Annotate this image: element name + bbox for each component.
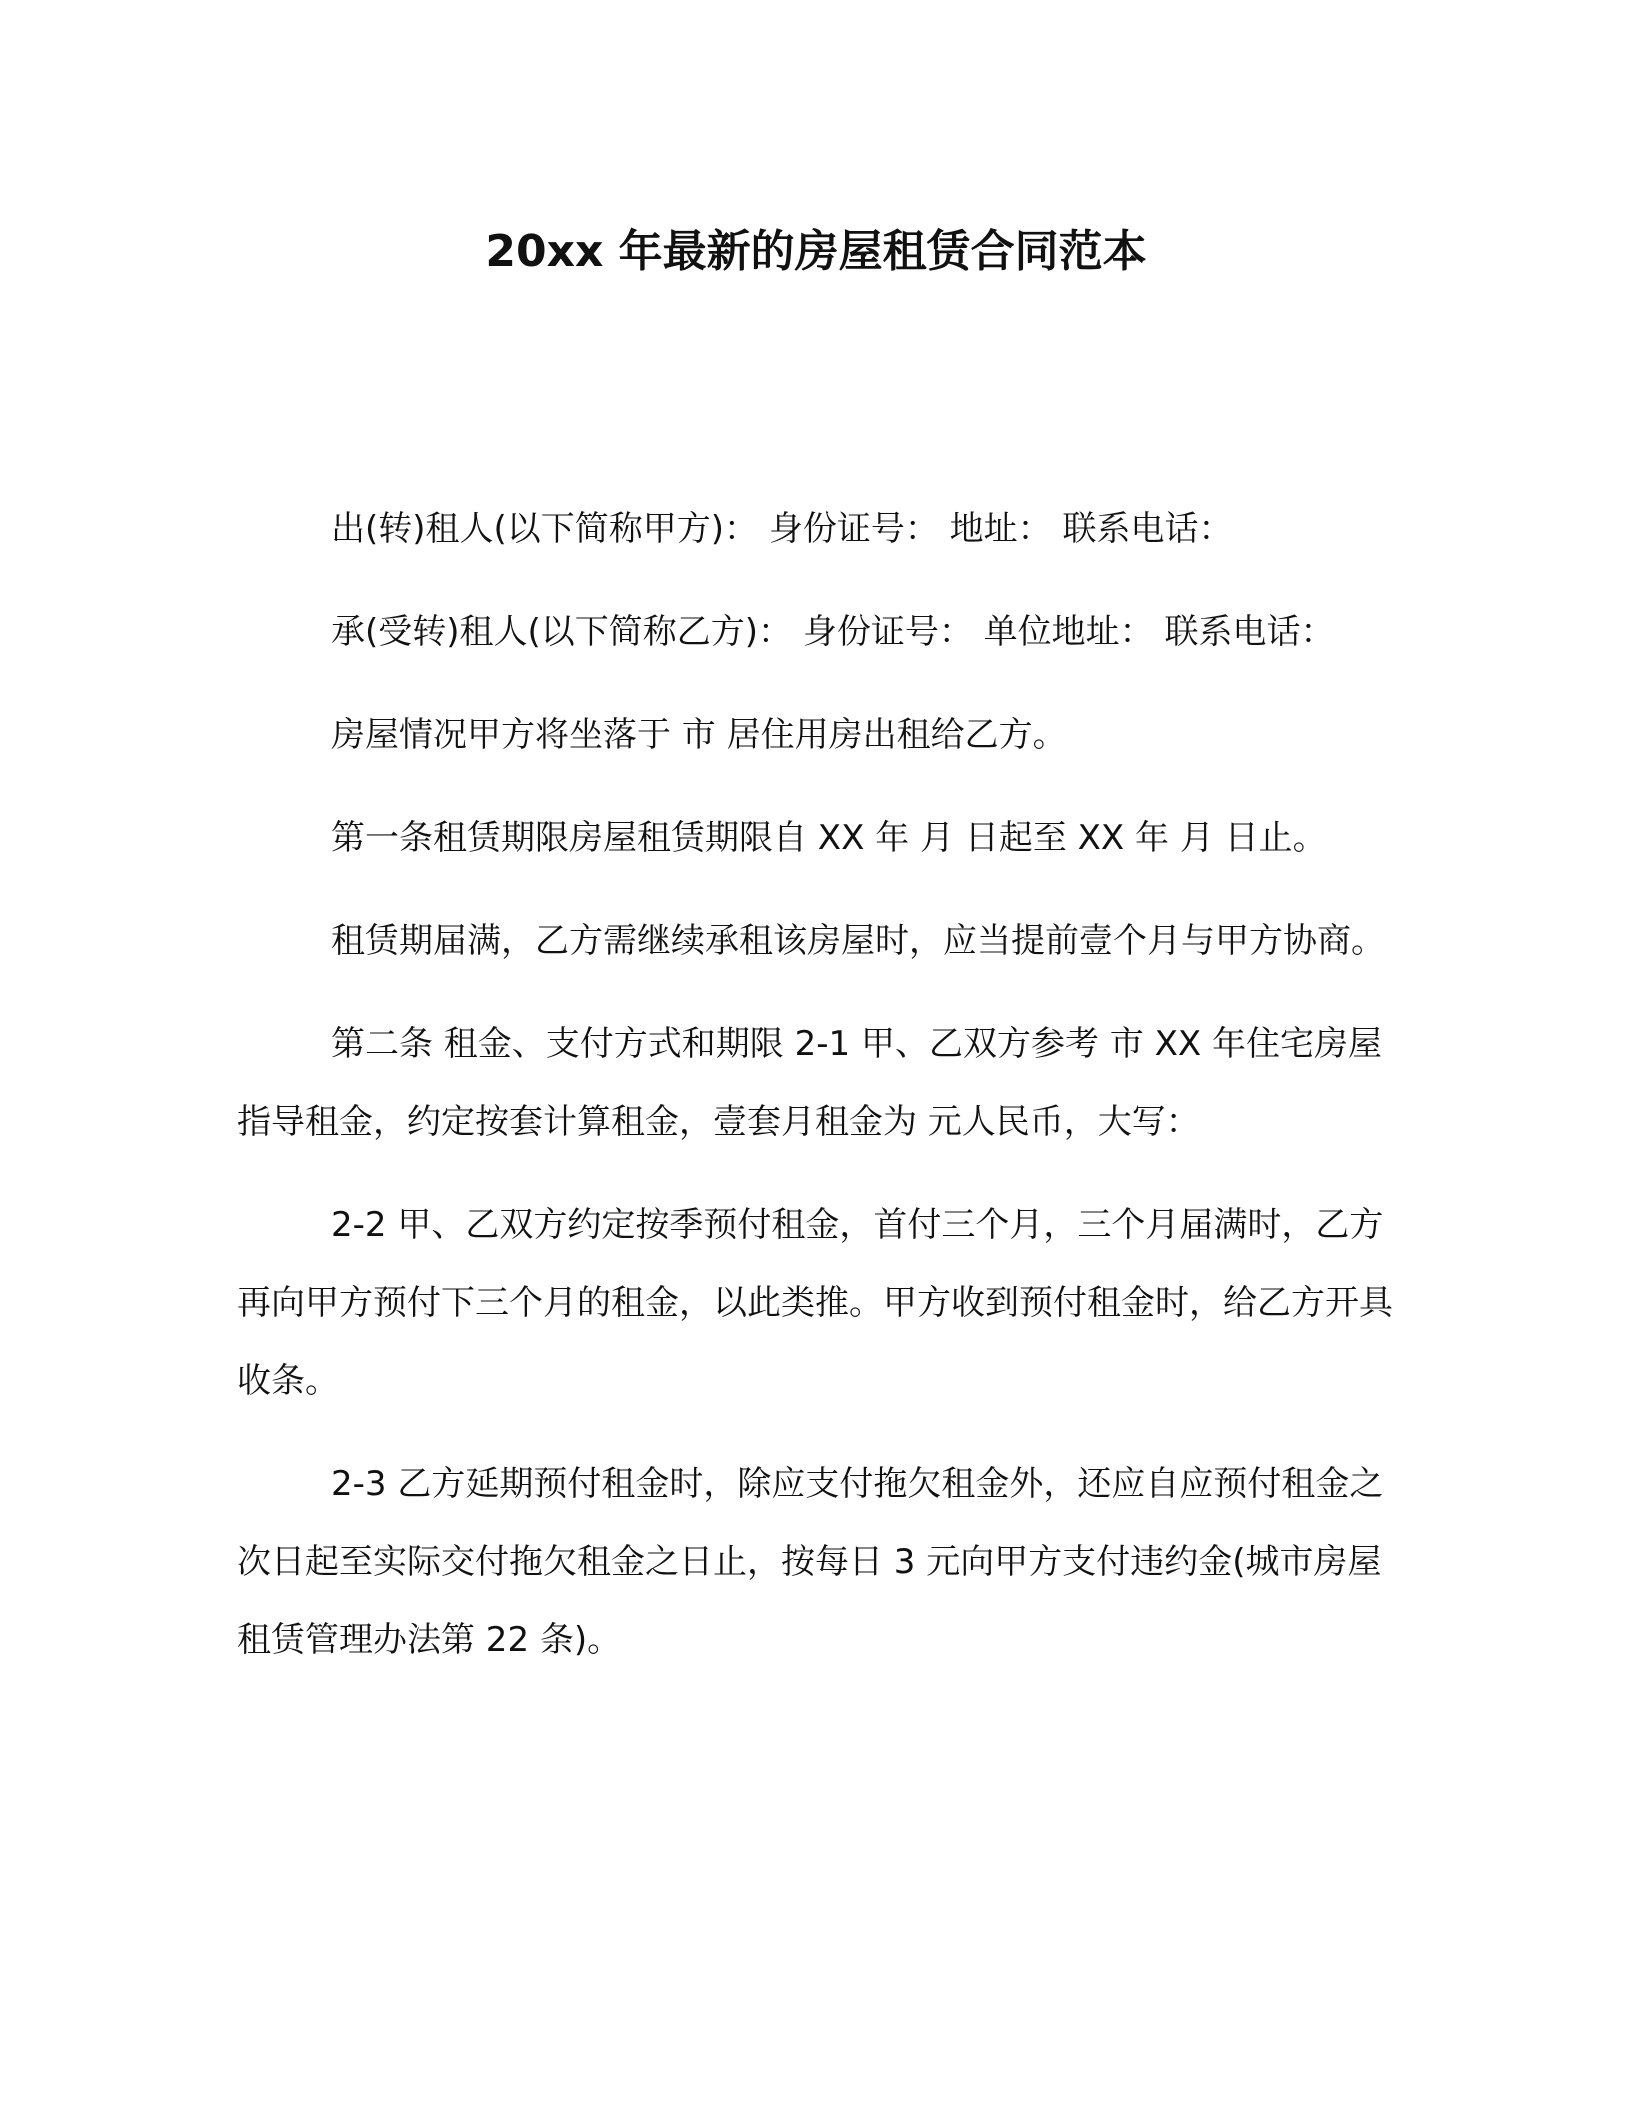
document-body (237, 490, 1397, 1679)
paragraph-clause-2-2: 2-2 甲、乙双方约定按季预付租金，首付三个月，三个月届满时，乙方再向甲方预付下三个月的租金，以此类推。甲方收到预付租金时，给乙方开具收条。 (237, 1205, 1393, 1401)
paragraph-house-info: 房屋情况甲方将坐落于 市 居住用房出租给乙方。 (331, 715, 1067, 755)
paragraph-renewal: 租赁期届满，乙方需继续承租该房屋时，应当提前壹个月与甲方协商。 (331, 921, 1385, 961)
document-title: 20xx 年最新的房屋租赁合同范本 (485, 226, 1147, 277)
paragraph-party-a: 出(转)租人(以下简称甲方)： 身份证号： 地址： 联系电话： (331, 509, 1233, 549)
paragraph-party-b: 承(受转)租人(以下简称乙方)： 身份证号： 单位地址： 联系电话： (331, 612, 1335, 652)
paragraph-clause-2-3: 2-3 乙方延期预付租金时，除应支付拖欠租金外，还应自应预付租金之次日起至实际交付拖欠租金之日止，按每日 3 元向甲方支付违约金(城市房屋租赁管理办法第 22 条)。 (237, 1464, 1384, 1660)
paragraph-article-1: 第一条租赁期限房屋租赁期限自 XX 年 月 日起至 XX 年 月 日止。 (331, 818, 1327, 858)
paragraph-article-2: 第二条 租金、支付方式和期限 2-1 甲、乙双方参考 市 XX 年住宅房屋指导租金，约定按套计算租金，壹套月租金为 元人民币，大写： (237, 1024, 1382, 1142)
